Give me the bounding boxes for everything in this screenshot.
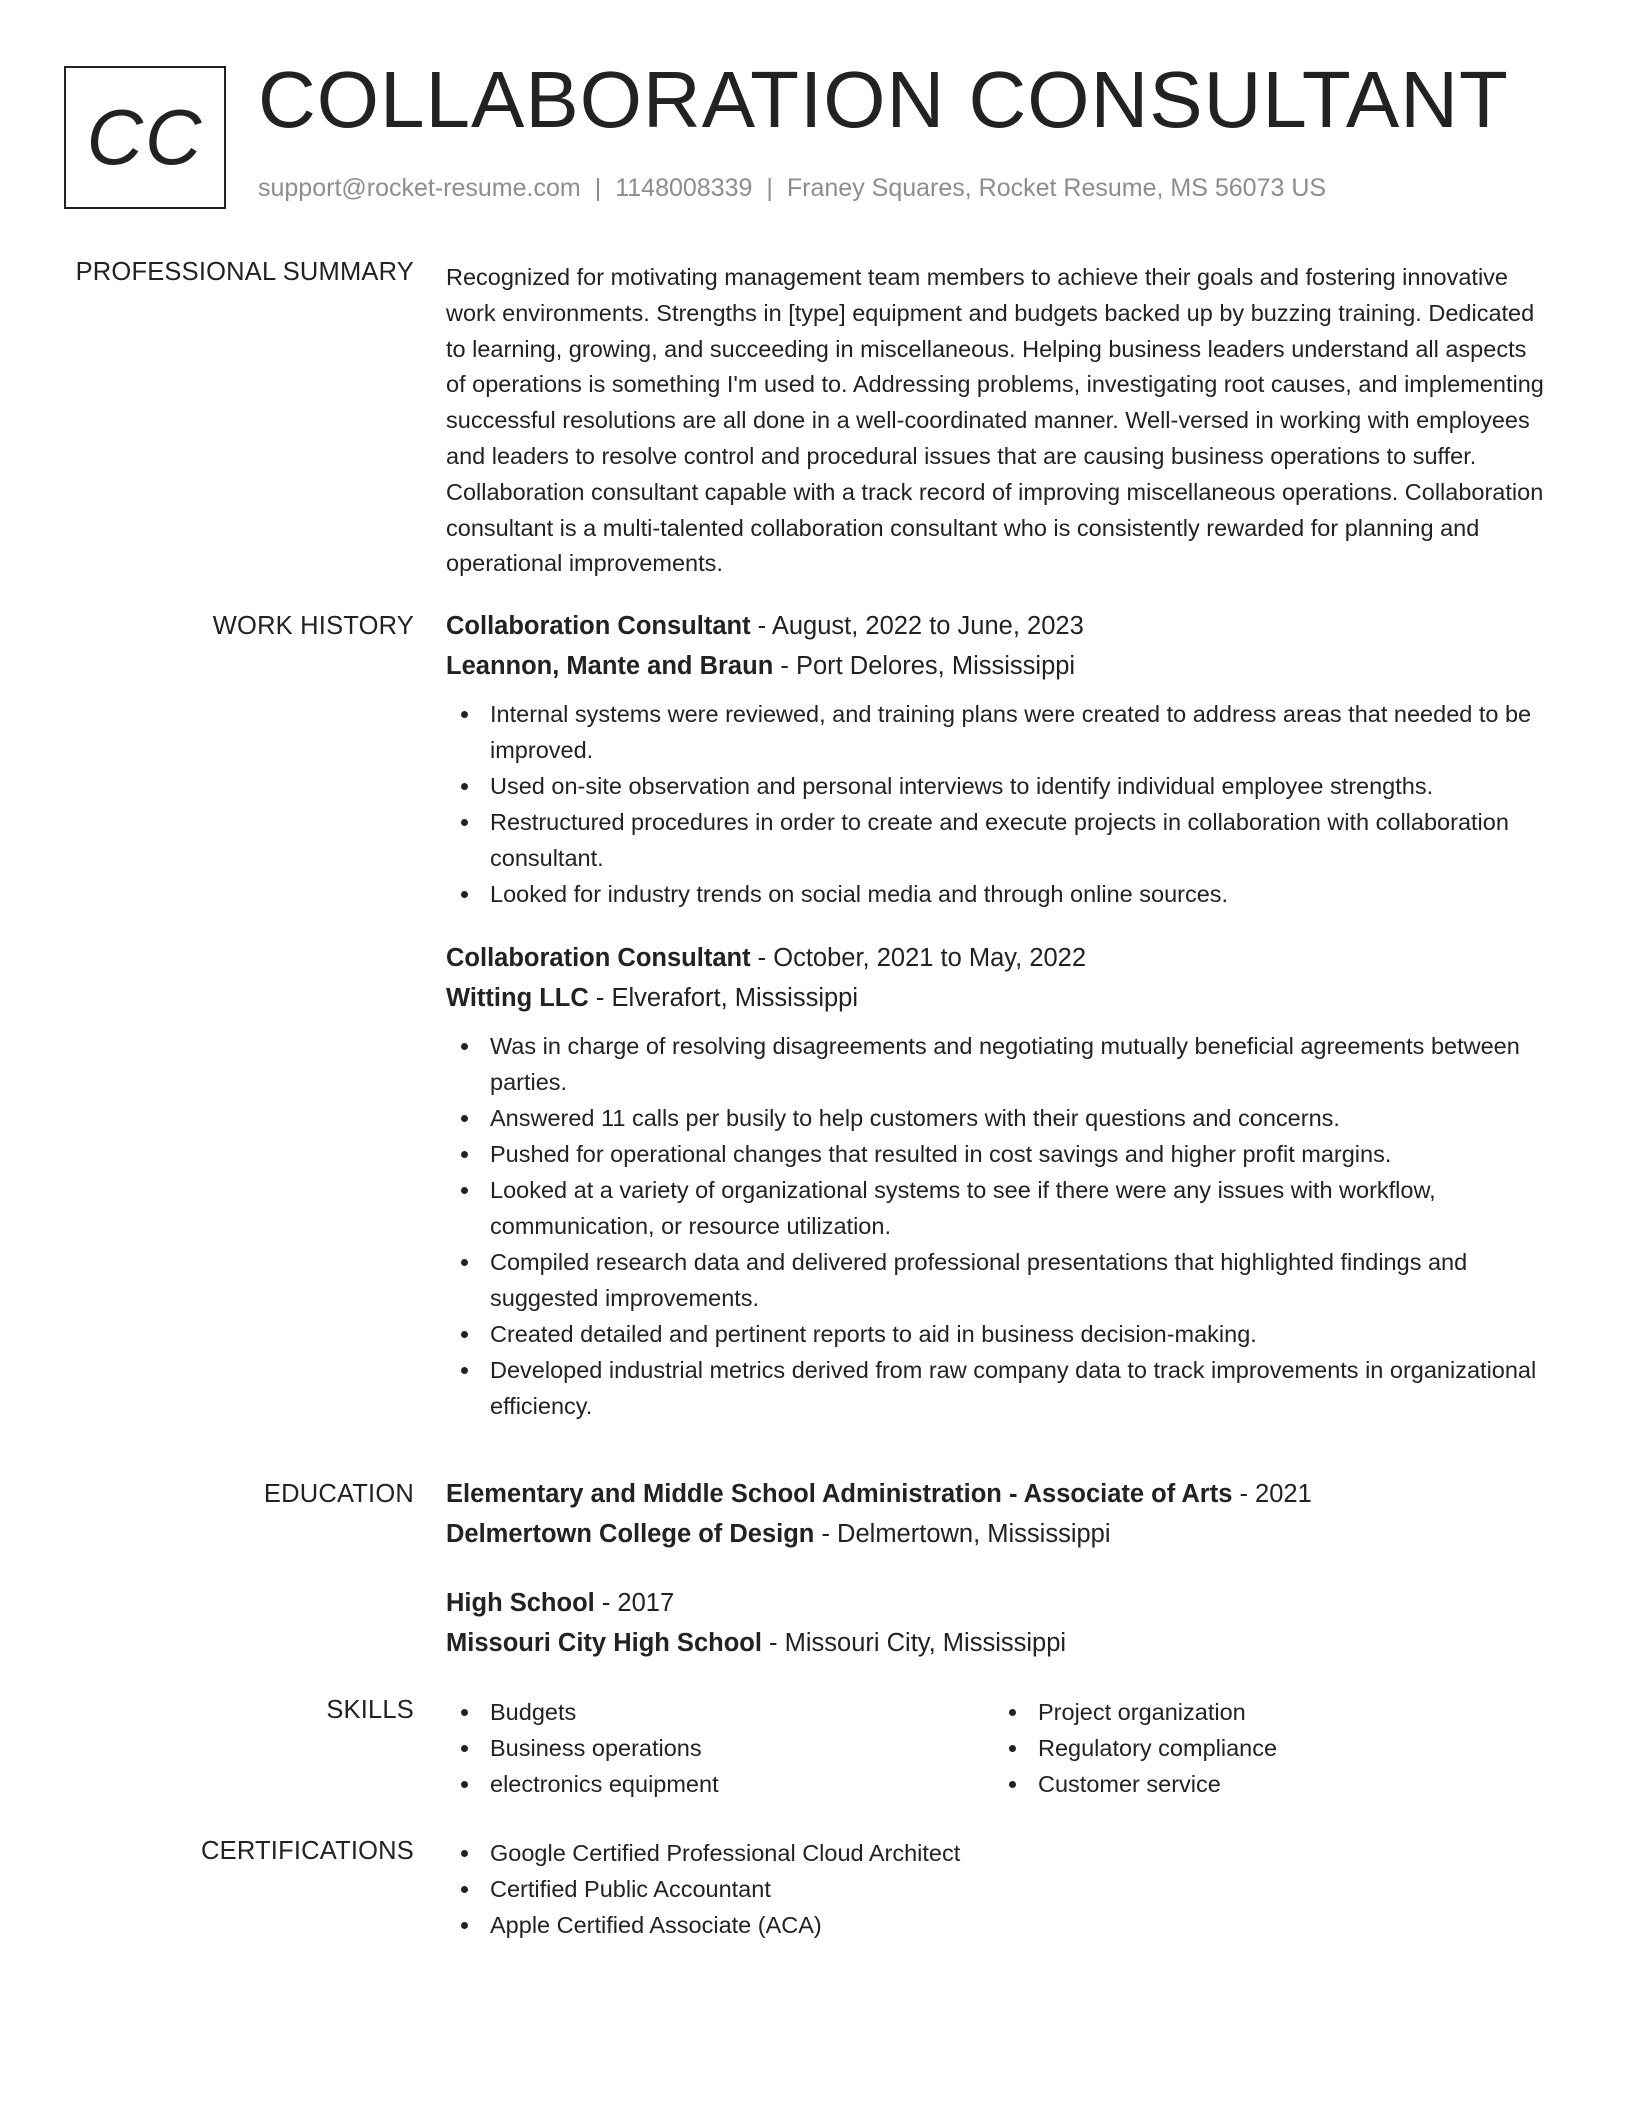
list-item: Internal systems were reviewed, and training plans were created to address areas that needed to be improved. <box>446 696 1551 768</box>
skill-item: Regulatory compliance <box>994 1730 1542 1766</box>
education-school: Missouri City High School <box>446 1629 762 1657</box>
education-entry <box>446 1474 1551 1554</box>
job-location: - Elverafort, Mississippi <box>588 984 859 1012</box>
job-dates: - August, 2022 to June, 2023 <box>750 612 1084 640</box>
section-label-summary: PROFESSIONAL SUMMARY <box>75 258 414 286</box>
job-location: - Port Delores, Mississippi <box>773 652 1076 680</box>
skills-grid <box>446 1694 1551 1802</box>
section-label-education: EDUCATION <box>263 1480 414 1508</box>
education-degree: Elementary and Middle School Administration - Associate of Arts <box>446 1480 1233 1508</box>
job-title-line <box>446 606 1551 646</box>
job-company-line <box>446 978 1551 1018</box>
candidate-name: COLLABORATION CONSULTANT <box>258 55 1509 144</box>
skills-list <box>994 1694 1542 1802</box>
job-title-line <box>446 938 1551 978</box>
job-dates: - October, 2021 to May, 2022 <box>750 944 1087 972</box>
education-entry <box>446 1583 1551 1663</box>
skill-item: Customer service <box>994 1766 1542 1802</box>
education-location: - Missouri City, Mississippi <box>761 1629 1067 1657</box>
job-entry <box>446 606 1551 912</box>
skills-list <box>446 1694 994 1802</box>
list-item: Was in charge of resolving disagreements and negotiating mutually beneficial agreements between parties. <box>446 1028 1551 1100</box>
education-degree-line <box>446 1583 1551 1623</box>
contact-separator: | <box>766 174 773 202</box>
list-item: Used on-site observation and personal interviews to identify individual employee strengths. <box>446 768 1551 804</box>
education-degree-line <box>446 1474 1551 1514</box>
section-label-skills: SKILLS <box>326 1696 414 1724</box>
contact-address: Franey Squares, Rocket Resume, MS 56073 US <box>786 174 1327 202</box>
skills-column <box>446 1694 994 1802</box>
contact-line <box>258 174 1326 203</box>
education-year: - 2017 <box>594 1589 675 1617</box>
skill-item: electronics equipment <box>446 1766 994 1802</box>
job-title: Collaboration Consultant <box>446 612 751 640</box>
job-entry <box>446 938 1551 1424</box>
skill-item: Budgets <box>446 1694 994 1730</box>
job-bullets <box>446 696 1551 912</box>
job-title: Collaboration Consultant <box>446 944 751 972</box>
section-label-work-history: WORK HISTORY <box>212 612 414 640</box>
list-item: Created detailed and pertinent reports to aid in business decision-making. <box>446 1316 1551 1352</box>
monogram-text: CC <box>86 93 204 181</box>
list-item: Looked at a variety of organizational systems to see if there were any issues with workflow, communication, or resource utilization. <box>446 1172 1551 1244</box>
education-school: Delmertown College of Design <box>446 1520 815 1548</box>
list-item: Developed industrial metrics derived from raw company data to track improvements in organizational efficiency. <box>446 1352 1551 1424</box>
certification-item: Google Certified Professional Cloud Architect <box>446 1835 1551 1871</box>
section-label-certifications: CERTIFICATIONS <box>201 1837 414 1865</box>
certification-item: Apple Certified Associate (ACA) <box>446 1907 1551 1943</box>
list-item: Pushed for operational changes that resulted in cost savings and higher profit margins. <box>446 1136 1551 1172</box>
job-company-line <box>446 646 1551 686</box>
certifications-list <box>446 1835 1551 1943</box>
job-company: Witting LLC <box>446 984 589 1012</box>
skill-item: Business operations <box>446 1730 994 1766</box>
list-item: Restructured procedures in order to create and execute projects in collaboration with collaboration consultant. <box>446 804 1551 876</box>
education-year: - 2021 <box>1232 1480 1312 1508</box>
education-school-line <box>446 1623 1551 1663</box>
summary-text: Recognized for motivating management team members to achieve their goals and fostering innovative work environments. Strengths in [type] equipment and budgets backed up by buzzing training. Dedicated to learning, growing, and succeeding in miscellaneous. Helping business leaders understand all aspects of operations is something I'm used to. Addressing problems, investigating root causes, and implementing successful resolutions are all done in a well-coordinated manner. Well-versed in working with employees and leaders to resolve control and procedural issues that are causing business operations to suffer. Collaboration consultant capable with a track record of improving miscellaneous operations. Collaboration consultant is a multi-talented collaboration consultant who is consistently rewarded for planning and operational improvements. <box>446 264 1544 577</box>
education-location: - Delmertown, Mississippi <box>814 1520 1111 1548</box>
skills-column <box>994 1694 1542 1802</box>
job-bullets <box>446 1028 1551 1424</box>
contact-separator: | <box>594 174 602 202</box>
certification-item: Certified Public Accountant <box>446 1871 1551 1907</box>
contact-email[interactable]: support@rocket-resume.com <box>258 174 581 202</box>
education-degree: High School <box>446 1589 595 1617</box>
job-company: Leannon, Mante and Braun <box>446 652 774 680</box>
education-school-line <box>446 1514 1551 1554</box>
skill-item: Project organization <box>994 1694 1542 1730</box>
list-item: Looked for industry trends on social media and through online sources. <box>446 876 1551 912</box>
monogram-badge <box>64 66 226 209</box>
list-item: Compiled research data and delivered professional presentations that highlighted findings and suggested improvements. <box>446 1244 1551 1316</box>
list-item: Answered 11 calls per busily to help customers with their questions and concerns. <box>446 1100 1551 1136</box>
contact-phone[interactable]: 1148008339 <box>615 174 753 202</box>
